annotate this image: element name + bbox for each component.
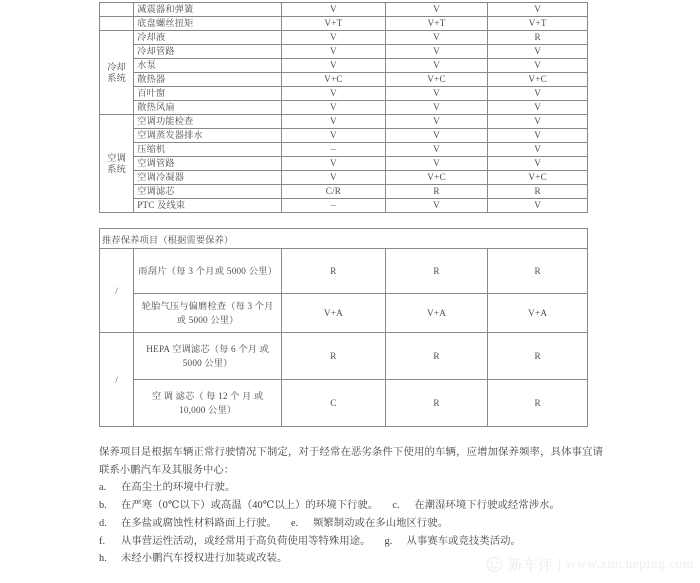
row-value-2: V <box>385 129 488 143</box>
row-value-1: V <box>282 157 386 171</box>
row-item-label: 压缩机 <box>134 143 282 157</box>
note-item-a <box>99 479 603 497</box>
row-value-1: V <box>282 3 386 17</box>
row-value-3: R <box>488 185 588 199</box>
row-value-1: V <box>282 101 386 115</box>
recommended-section-header: 推荐保养项目（根据需要保养） <box>100 229 588 249</box>
note-text: 从事营运性活动，或经常用于高负荷使用等特殊用途。 <box>121 535 371 547</box>
row-value-2: V+T <box>385 17 488 31</box>
table-row <box>100 87 588 101</box>
row-item-label: 空调蒸发器排水 <box>134 129 282 143</box>
row-value-2: V <box>385 115 488 129</box>
note-item-d-e <box>99 515 603 533</box>
row-item-label: PTC 及线束 <box>134 199 282 213</box>
row-value-2: V+C <box>385 171 488 185</box>
row-group-cell: / <box>100 333 134 427</box>
row-value-3: R <box>488 31 588 45</box>
watermark-site: www.xincheping.com <box>565 556 694 572</box>
row-item-label: 雨刮片（每 3 个月或 5000 公里） <box>134 249 282 294</box>
row-group-cell <box>100 3 134 17</box>
group-label-ac <box>100 115 134 213</box>
recommended-maintenance-table <box>99 228 588 427</box>
row-item-label: 轮胎气压与偏磨检查（每 3 个月或 5000 公里） <box>134 294 282 333</box>
row-value-2: V <box>385 3 488 17</box>
note-marker: b. <box>99 500 107 512</box>
note-text: 频繁制动或在多山地区行驶。 <box>312 517 449 529</box>
notes-section <box>99 444 603 568</box>
table-row <box>100 294 588 333</box>
recommended-section-header-row <box>100 229 588 249</box>
group-label-line1: 空调 <box>107 152 126 163</box>
row-value-3: V+A <box>488 294 588 333</box>
note-text: 在潮湿环境下行驶或经常涉水。 <box>414 500 560 512</box>
row-value-3: V <box>488 87 588 101</box>
row-item-label: 散热风扇 <box>134 101 282 115</box>
row-value-2: R <box>385 380 488 427</box>
row-item-label: 水泵 <box>134 59 282 73</box>
row-item-label: 散热器 <box>134 73 282 87</box>
row-group-cell: / <box>100 249 134 333</box>
note-marker: d. <box>99 517 107 529</box>
row-item-label: 空调功能检查 <box>134 115 282 129</box>
table-row <box>100 17 588 31</box>
row-value-3: V <box>488 143 588 157</box>
row-value-1: V+C <box>282 73 386 87</box>
group-label-line1: 冷却 <box>107 61 126 72</box>
table-row <box>100 333 588 380</box>
row-value-1: R <box>282 249 386 294</box>
row-value-3: V <box>488 45 588 59</box>
note-item-f-g <box>99 533 603 551</box>
watermark-brand: 新车评 <box>507 558 553 574</box>
notes-lead-paragraph: 保养项目是根据车辆正常行驶情况下制定，对于经常在恶劣条件下使用的车辆，应增加保养频率，具体事宜请联系小鹏汽车及其服务中心： <box>99 447 603 476</box>
row-value-1: V <box>282 87 386 101</box>
row-value-3: V <box>488 157 588 171</box>
row-value-2: V <box>385 87 488 101</box>
table-row <box>100 59 588 73</box>
note-item-b-c <box>99 497 603 515</box>
table-row <box>100 199 588 213</box>
group-label-cooling <box>100 31 134 115</box>
table-row <box>100 129 588 143</box>
row-value-2: V <box>385 59 488 73</box>
row-value-2: R <box>385 185 488 199</box>
watermark <box>486 554 694 575</box>
table-row <box>100 157 588 171</box>
row-item-label: 减震器和弹簧 <box>134 3 282 17</box>
row-item-label: 冷却管路 <box>134 45 282 59</box>
row-value-3: V+C <box>488 73 588 87</box>
row-group-cell <box>100 17 134 31</box>
row-value-1: V <box>282 59 386 73</box>
row-value-3: V <box>488 199 588 213</box>
row-value-1: V <box>282 129 386 143</box>
row-item-label: 空调管路 <box>134 157 282 171</box>
group-label-line2: 系统 <box>107 72 126 83</box>
row-value-2: R <box>385 249 488 294</box>
row-value-1: V <box>282 115 386 129</box>
table-row <box>100 73 588 87</box>
note-text: 从事赛车或竞技类活动。 <box>406 535 521 547</box>
row-item-label: HEPA 空调滤芯（每 6 个月 或 5000 公里） <box>134 333 282 380</box>
table-row <box>100 249 588 294</box>
note-text: 在高尘土的环境中行驶。 <box>121 482 236 494</box>
table-row <box>100 31 588 45</box>
row-value-1: C <box>282 380 386 427</box>
group-label-line2: 系统 <box>107 163 126 174</box>
row-value-3: R <box>488 333 588 380</box>
row-value-3: V+T <box>488 17 588 31</box>
table-row <box>100 185 588 199</box>
row-item-label: 空调滤芯 <box>134 185 282 199</box>
watermark-separator: | <box>557 556 561 572</box>
note-text: 未经小鹏汽车授权进行加装或改装。 <box>121 553 288 565</box>
row-item-label: 空 调 滤芯（ 每 12 个 月 或 10,000 公里） <box>134 380 282 427</box>
row-value-1: V <box>282 31 386 45</box>
row-value-1: V <box>282 171 386 185</box>
row-value-1: V+T <box>282 17 386 31</box>
note-text: 在严寒（0℃以下）或高温（40℃以上）的环境下行驶。 <box>121 500 379 512</box>
row-value-2: V <box>385 143 488 157</box>
row-value-3: V <box>488 3 588 17</box>
note-marker: g. <box>384 535 393 547</box>
row-value-3: V <box>488 129 588 143</box>
row-value-1: C/R <box>282 185 386 199</box>
row-value-2: R <box>385 333 488 380</box>
note-marker: f. <box>99 535 106 547</box>
row-value-2: V+A <box>385 294 488 333</box>
row-value-3: V <box>488 115 588 129</box>
table-row <box>100 171 588 185</box>
row-value-2: V <box>385 157 488 171</box>
note-marker: h. <box>99 553 107 565</box>
row-item-label: 空调冷凝器 <box>134 171 282 185</box>
row-value-1: – <box>282 143 386 157</box>
table-row <box>100 115 588 129</box>
row-value-2: V <box>385 199 488 213</box>
note-marker: c. <box>392 500 400 512</box>
table-row <box>100 380 588 427</box>
row-value-3: R <box>488 249 588 294</box>
row-value-2: V <box>385 101 488 115</box>
row-value-2: V <box>385 45 488 59</box>
note-marker: e. <box>290 517 299 529</box>
note-text: 在多盐或腐蚀性材料路面上行驶。 <box>121 517 277 529</box>
row-value-3: V <box>488 59 588 73</box>
table-row <box>100 101 588 115</box>
row-value-1: V <box>282 45 386 59</box>
row-item-label: 冷却液 <box>134 31 282 45</box>
row-value-1: R <box>282 333 386 380</box>
row-item-label: 底盘螺丝扭矩 <box>134 17 282 31</box>
row-value-3: V+C <box>488 171 588 185</box>
row-value-2: V+C <box>385 73 488 87</box>
row-value-3: R <box>488 380 588 427</box>
table-row <box>100 3 588 17</box>
table-row <box>100 143 588 157</box>
row-value-1: V+A <box>282 294 386 333</box>
maintenance-schedule-table <box>99 2 588 213</box>
table-row <box>100 45 588 59</box>
row-value-1: – <box>282 199 386 213</box>
watermark-logo-icon <box>486 556 503 573</box>
row-item-label: 百叶窗 <box>134 87 282 101</box>
row-value-3: V <box>488 101 588 115</box>
note-marker: a. <box>99 482 107 494</box>
row-value-2: V <box>385 31 488 45</box>
